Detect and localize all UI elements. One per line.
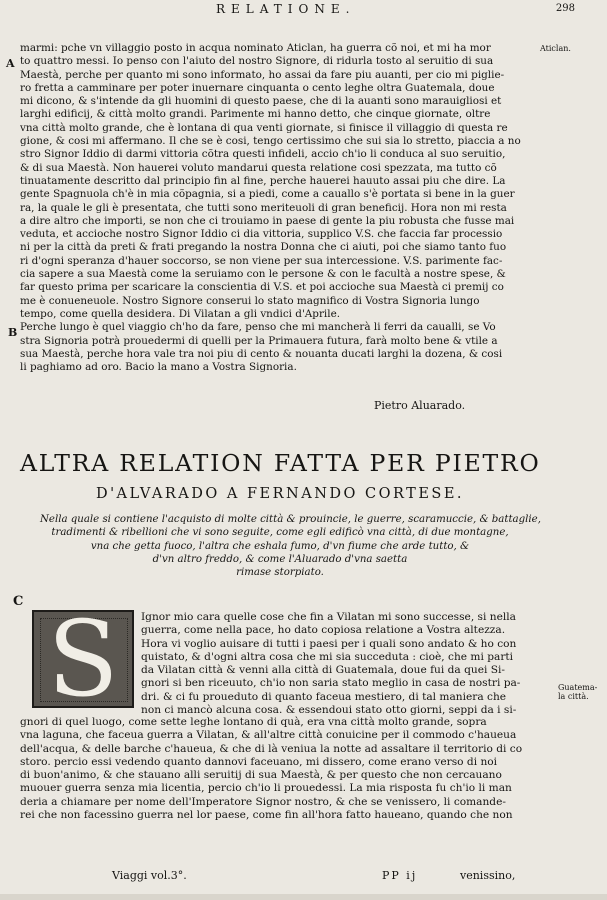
second-relation-text <box>20 716 540 822</box>
relation-text <box>20 42 534 374</box>
text-line: Perche lungo è quel viaggio ch'ho da fare, penso che mi mancherà li ferri da caualli, se Vo <box>20 321 496 334</box>
page-bottom-edge <box>0 894 607 900</box>
section-title-line-1: ALTRA RELATION FATTA PER PIETRO <box>20 449 541 477</box>
text-line: tempo, come quella desidera. Di Vilatan a gli vndici d'Aprile. <box>20 307 341 320</box>
text-line: vna che getta fuoco, l'altra che eshala fumo, d'vn fiume che arde tutto, & <box>90 540 470 552</box>
margin-note-aticlan: Aticlan. <box>540 44 571 53</box>
text-line: ni per la città da preti & frati pregando la nostra Donna che ci aiuti, poi che siamo tanto fuo <box>20 241 507 254</box>
text-line: marmi: pche vn villaggio posto in acqua nominato Aticlan, ha guerra cõ noi, et mi ha mor <box>20 42 491 54</box>
text-line: stro Signor Iddio di darmi vittoria cõtra questi infideli, accio ch'io li conduca al suo seruitio, <box>20 148 506 161</box>
text-line: deria a chiamare per nome dell'Imperatore Signor nostro, & che se venissero, li comande- <box>20 795 506 808</box>
text-line: di buon'animo, & che stauano alli seruitij di sua Maestà, & per questo che non cercauano <box>20 769 502 782</box>
text-line: dri. & ci fu proueduto di quanto faceua mestiero, di tal maniera che <box>141 690 507 703</box>
footer-signature: PP ij <box>382 869 418 882</box>
margin-note-guatemala-2: la città. <box>558 692 589 701</box>
text-line: mi dicono, & s'intende da gli huomini di questo paese, che di la auanti sono marauigliosi et <box>20 95 502 108</box>
text-line: Nella quale si contiene l'acquisto di molte città & prouincie, le guerre, scaramuccie, & battaglie, <box>40 514 541 525</box>
text-line: rimase storpiato. <box>236 567 324 579</box>
text-line: muouer guerra senza mia licentia, percio ch'io li prouedessi. La mia risposta fu ch'io li man <box>20 782 512 795</box>
text-line: Maestà, perche per quanto mi sono informato, ho assai da fare piu auanti, per cio mi piglie- <box>20 68 505 81</box>
text-line: guerra, come nella pace, ho dato copiosa relatione a Vostra altezza. <box>141 624 506 637</box>
text-line: quistato, & d'ogni altra cosa che mi sia succeduta : cioè, che mi parti <box>141 650 514 663</box>
text-line: ro fretta a camminare per poter inuernare cinquanta o cento leghe oltra Guatemala, doue <box>20 81 495 94</box>
text-line: gione, & cosi mi affermano. Il che se è cosi, tengo certissimo che sui sia lo stretto, piaccia a no <box>20 135 521 148</box>
text-line: gnori di quel luogo, come sette leghe lontano di quà, era vna città molto grande, sopra <box>20 716 487 728</box>
text-line: rei che non facessino guerra nel lor paese, come fin all'hora fatto haueano, quando che non <box>20 809 513 822</box>
initial-letter: S <box>47 598 119 720</box>
text-line: far questo prima per scaricare la conscientia di V.S. et poi accioche sua Maestà ci premij co <box>20 281 504 294</box>
text-line: gente Spagnuola ch'è in mia cõpagnia, si a piedi, come a cauallo s'è portata si bene in la guer <box>20 188 515 201</box>
section-title-line-2: D'ALVARADO A FERNANDO CORTESE. <box>95 486 465 502</box>
text-line: stra Signoria potrà prouedermi di quelli per la Primauera futura, farà molto bene & vtile a <box>20 334 498 347</box>
running-head: RELATIONE. <box>216 2 356 16</box>
text-line: vna laguna, che faceua guerra a Vilatan, & all'altre città conuicine per il commodo c'haueua <box>20 729 517 742</box>
margin-note-guatemala-1: Guatema- <box>558 683 598 692</box>
second-relation-opening <box>141 611 541 717</box>
signature-mark-c: C <box>13 594 24 609</box>
text-line: sua Maestà, perche hora vale tra noi piu di cento & nouanta ducati larghi la dozena, & cosi <box>20 347 503 360</box>
text-line: & di sua Maestà. Non hauerei voluto mandarui questa relatione cosi spezzata, ma tutto cõ <box>20 161 497 174</box>
text-line: veduta, et accioche nostro Signor Iddio ci dia vittoria, supplico V.S. che faccia far processio <box>20 228 503 241</box>
text-line: a dire altro che importi, se non che ci trouiamo in paese di gente la piu robusta che fusse mai <box>20 214 515 227</box>
decorated-initial <box>32 598 134 720</box>
text-line: cia sapere a sua Maestà come la seruiamo con le persone & con le facultà a nostre spese, & <box>20 268 506 281</box>
text-line: dell'acqua, & delle barche c'haueua, & che di là veniua la notte ad assaltare il territorio di co <box>20 742 523 755</box>
page-footer <box>0 869 607 889</box>
page-number: 298 <box>555 3 575 14</box>
text-line: vna città molto grande, che è lontana di qua venti giornate, si finisce il villaggio di questa re <box>20 121 508 134</box>
author-signature: Pietro Aluarado. <box>374 399 466 412</box>
text-line: me è conueneuole. Nostro Signore conserui lo stato magnifico di Vostra Signoria lungo <box>20 294 480 307</box>
text-line: larghi edificij, & città molto grandi. Parimente mi hanno detto, che cinque giornate, oltre <box>20 108 491 121</box>
text-line: da Vilatan città & venni alla città di Guatemala, doue fui da quei Si- <box>141 664 505 677</box>
footer-volume: Viaggi vol.3°. <box>112 869 187 882</box>
text-line: gnori si ben riceuuto, ch'io non saria stato meglio in casa de nostri pa- <box>141 677 521 690</box>
text-line: to quattro messi. Io penso con l'aiuto del nostro Signore, di ridurla tosto al seruitio di sua <box>20 55 494 68</box>
text-line: Ignor mio cara quelle cose che fin a Vilatan mi sono successe, si nella <box>141 611 516 623</box>
section-summary <box>40 513 541 579</box>
text-line: storo. percio essi vedendo quanto dannovi faceuano, mi dissero, come erano verso di noi <box>20 755 498 768</box>
text-line: ra, la quale le gli è presentata, che tutti sono meriteuoli di gran beneficij. Hora non mi resta <box>20 201 507 214</box>
text-line: li paghiamo ad oro. Bacio la mano a Vostra Signoria. <box>20 361 297 374</box>
text-line: ri d'ogni speranza d'hauer soccorso, se non viene per sua intercessione. V.S. parimente fac- <box>20 254 503 267</box>
text-line: tradimenti & ribellioni che vi sono seguite, come egli edificò vna città, di due montagne, <box>51 527 509 539</box>
page-header <box>0 2 607 20</box>
signature-mark-b: B <box>8 326 18 339</box>
text-line: Hora vi voglio auisare di tutti i paesi per i quali sono andato & ho con <box>141 637 517 650</box>
signature-mark-a: A <box>6 57 15 70</box>
text-line: tinuatamente descritto dal principio fin al fine, perche hauerei hauuto assai piu che dire. La <box>20 174 506 187</box>
text-line: non ci mancò alcuna cosa. & essendoui stato otto giorni, seppi da i si- <box>141 704 517 717</box>
footer-catchword: venissino, <box>460 869 516 882</box>
text-line: d'vn altro freddo, & come l'Aluarado d'vna saetta <box>152 553 408 565</box>
